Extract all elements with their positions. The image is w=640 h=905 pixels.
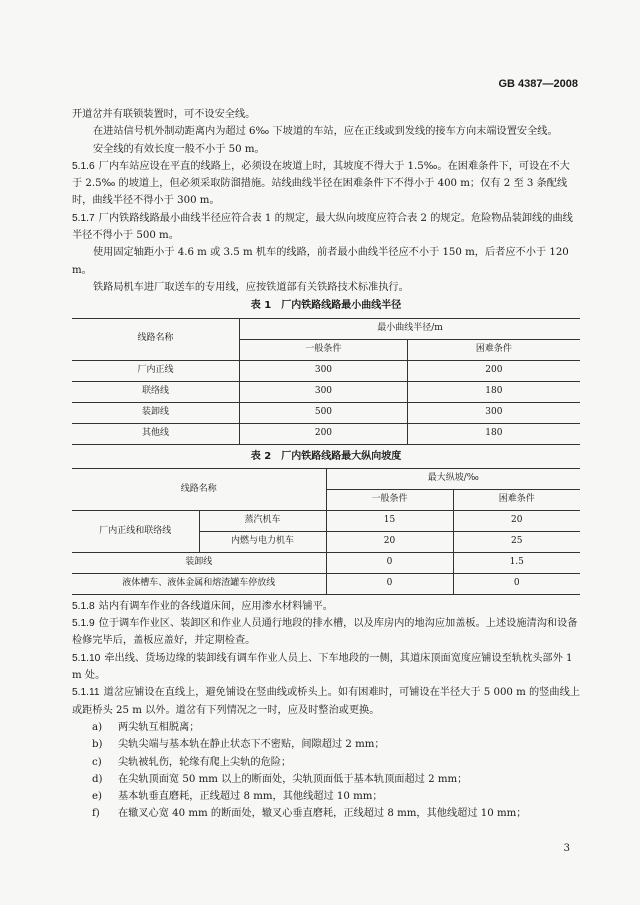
table-cell: 蒸汽机车 xyxy=(199,510,326,531)
table-cell: 内燃与电力机车 xyxy=(199,531,326,552)
table-row xyxy=(72,402,580,423)
page-number: 3 xyxy=(563,843,570,854)
clause-5-1-7 xyxy=(72,210,580,245)
table-header: 困难条件 xyxy=(407,339,580,360)
list-label: b) xyxy=(92,739,103,751)
table-cell: 0 xyxy=(453,573,580,594)
clause-number: 5.1.9 xyxy=(72,618,95,630)
defect-list xyxy=(72,719,580,823)
clause-number: 5.1.8 xyxy=(72,600,95,612)
table-header: 线路名称 xyxy=(72,318,240,360)
table-cell: 25 xyxy=(453,531,580,552)
list-item xyxy=(72,788,580,805)
clause-text: 牵出线、货场边缘的装卸线有调车作业人员上、下车地段的一侧，其道床顶面宽度应铺设至轨枕头部外 1 m 处。 xyxy=(72,652,573,682)
table-cell: 0 xyxy=(326,573,453,594)
table-cell: 厂内正线 xyxy=(72,360,240,381)
table-cell: 200 xyxy=(407,360,580,381)
table-cell: 0 xyxy=(326,552,453,573)
table-row xyxy=(72,552,580,573)
table-cell: 500 xyxy=(240,402,408,423)
clause-text: 位于调车作业区、装卸区和作业人员通行地段的排水槽，以及库房内的地沟应加盖板。上述设施清沟和设备检修完毕后，盖板应盖好，并定期检查。 xyxy=(72,618,578,647)
table-cell: 300 xyxy=(240,381,408,402)
table-cell: 其他线 xyxy=(72,423,240,444)
list-label: d) xyxy=(92,773,103,785)
table-header: 最小曲线半径/m xyxy=(240,318,580,339)
list-label: c) xyxy=(92,756,102,768)
paragraph: 安全线的有效长度一般不小于 50 m。 xyxy=(93,143,265,155)
clause-5-1-6 xyxy=(72,158,580,210)
table-cell: 15 xyxy=(326,510,453,531)
list-label: e) xyxy=(92,791,103,803)
list-text: 两尖轨互相脱离； xyxy=(118,721,200,733)
list-text: 尖轨尖端与基本轨在静止状态下不密贴，间隙超过 2 mm； xyxy=(118,739,385,751)
clause-text: 厂内车站应设在平直的线路上，必须设在坡道上时，其坡度不得大于 1.5‰。在困难条件下，可设在不大于 2.5‰ 的坡道上，但必须采取防溜措施。站线曲线半径在困难条件下不得小于 400 m；仅有 2 至 3 条配线时，曲线半径不得小于 300 m。 xyxy=(72,160,570,207)
table-cell: 装卸线 xyxy=(72,402,240,423)
table-cell: 200 xyxy=(240,423,408,444)
table-header: 困难条件 xyxy=(453,489,580,510)
table-cell: 装卸线 xyxy=(72,552,326,573)
list-item xyxy=(72,736,580,753)
paragraph: 铁路局机车进厂取送车的专用线，应按铁道部有关铁路技术标准执行。 xyxy=(93,281,409,293)
paragraph: 使用固定轴距小于 4.6 m 或 3.5 m 机车的线路，前者最小曲线半径应不小于 150 m，后者应不小于 120 m。 xyxy=(72,247,569,276)
clause-number: 5.1.10 xyxy=(72,652,101,664)
body-text xyxy=(72,106,580,823)
table-row xyxy=(72,573,580,594)
paragraph: 开道岔并有联锁装置时，可不设安全线。 xyxy=(72,109,256,120)
list-text: 基本轨垂直磨耗，正线超过 8 mm，其他线超过 10 mm； xyxy=(118,791,383,803)
list-item xyxy=(72,754,580,771)
table-1-title: 表 1 厂内铁路线路最小曲线半径 xyxy=(250,300,402,312)
table-cell: 1.5 xyxy=(453,552,580,573)
clause-5-1-8 xyxy=(72,598,580,615)
table-row xyxy=(72,360,580,381)
list-label: a) xyxy=(92,721,103,733)
table-cell: 20 xyxy=(453,510,580,531)
clause-text: 道岔应铺设在直线上，避免铺设在竖曲线或桥头上。如有困难时，可铺设在半径大于 5 000 m 的竖曲线上或距桥头 25 m 以外。道岔有下列情况之一时，应及时整治或更换。 xyxy=(72,687,580,716)
table-cell: 厂内正线和联络线 xyxy=(72,510,199,552)
clause-number: 5.1.7 xyxy=(72,212,95,224)
table-cell: 联络线 xyxy=(72,381,240,402)
list-item xyxy=(72,805,580,822)
clause-number: 5.1.11 xyxy=(72,687,100,699)
clause-5-1-11 xyxy=(72,684,580,719)
table-1 xyxy=(72,318,580,445)
table-cell: 液体槽车、液体金属和熔渣罐车停放线 xyxy=(72,573,326,594)
paragraph: 在进站信号机外制动距离内为超过 6‰ 下坡道的车站，应在正线或到发线的接车方向末端设置安全线。 xyxy=(93,126,558,138)
standard-code: GB 4387—2008 xyxy=(498,78,578,90)
list-text: 尖轨被轧伤，轮缘有爬上尖轨的危险； xyxy=(118,756,292,768)
table-row xyxy=(72,423,580,444)
table-2-title: 表 2 厂内铁路线路最大纵向坡度 xyxy=(250,450,402,462)
table-row xyxy=(72,381,580,402)
table-cell: 300 xyxy=(240,360,408,381)
list-text: 在辙叉心宽 40 mm 的断面处，辙叉心垂直磨耗，正线超过 8 mm，其他线超过 10 mm； xyxy=(118,808,527,820)
clause-number: 5.1.6 xyxy=(72,160,95,172)
table-cell: 180 xyxy=(407,423,580,444)
list-item xyxy=(72,771,580,788)
table-2 xyxy=(72,468,580,595)
list-text: 在尖轨顶面宽 50 mm 以上的断面处，尖轨顶面低于基本轨顶面超过 2 mm； xyxy=(118,773,468,785)
table-header: 线路名称 xyxy=(72,468,326,510)
list-item xyxy=(72,719,580,736)
table-header: 一般条件 xyxy=(326,489,453,510)
table-cell: 20 xyxy=(326,531,453,552)
table-row xyxy=(72,510,580,531)
table-header: 最大纵坡/‰ xyxy=(326,468,580,489)
list-label: f) xyxy=(92,808,100,820)
clause-text: 站内有调车作业的各线道床间，应用渗水材料铺平。 xyxy=(98,600,333,612)
table-cell: 180 xyxy=(407,381,580,402)
clause-text: 厂内铁路线路最小曲线半径应符合表 1 的规定，最大纵向坡度应符合表 2 的规定。危险物品装卸线的曲线半径不得小于 500 m。 xyxy=(72,212,573,242)
table-header: 一般条件 xyxy=(240,339,408,360)
clause-5-1-9 xyxy=(72,615,580,650)
clause-5-1-10 xyxy=(72,650,580,685)
table-cell: 300 xyxy=(407,402,580,423)
